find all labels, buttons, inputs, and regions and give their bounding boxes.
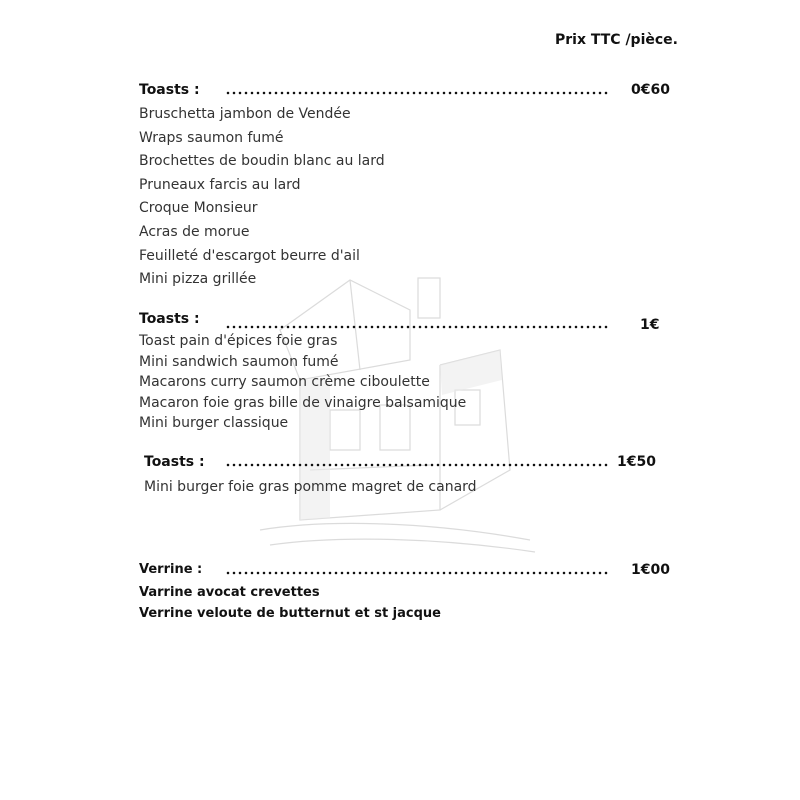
dot-leader	[225, 571, 609, 575]
list-item: Acras de morue	[139, 223, 250, 240]
menu-section-toasts-0e60	[139, 82, 699, 292]
list-item: Verrine veloute de butternut et st jacque	[139, 606, 441, 621]
list-item: Wraps saumon fumé	[139, 129, 284, 146]
section-title: Toasts :	[144, 454, 205, 470]
list-item: Brochettes de boudin blanc au lard	[139, 153, 385, 170]
list-item: Varrine avocat crevettes	[139, 585, 320, 600]
dot-leader	[225, 91, 609, 95]
section-price: 0€60	[631, 82, 670, 98]
section-header	[139, 82, 699, 102]
section-price: 1€	[640, 317, 660, 333]
section-header	[139, 311, 699, 331]
section-price: 1€00	[631, 562, 670, 578]
list-item: Bruschetta jambon de Vendée	[139, 106, 351, 122]
price-note: Prix TTC /pièce.	[555, 32, 678, 48]
item-list	[144, 476, 704, 498]
menu-section-toasts-1e50	[144, 454, 704, 498]
list-item: Mini pizza grillée	[139, 271, 257, 288]
list-item: Mini sandwich saumon fumé	[139, 353, 339, 370]
menu-section-verrine	[139, 562, 699, 624]
list-item: Mini burger foie gras pomme magret de canard	[144, 479, 477, 495]
list-item: Toast pain d'épices foie gras	[139, 333, 338, 349]
list-item: Feuilleté d'escargot beurre d'ail	[139, 247, 360, 264]
item-list	[139, 103, 699, 292]
section-header	[139, 562, 699, 582]
menu-section-toasts-1e	[139, 311, 699, 434]
section-title: Toasts :	[139, 311, 200, 327]
list-item: Croque Monsieur	[139, 200, 258, 217]
list-item: Macarons curry saumon crème ciboulette	[139, 374, 430, 390]
item-list	[139, 582, 699, 624]
dot-leader	[225, 463, 609, 467]
item-list	[139, 331, 699, 434]
list-item: Macaron foie gras bille de vinaigre balsamique	[139, 394, 467, 411]
list-item: Mini burger classique	[139, 415, 289, 431]
section-header	[144, 454, 704, 474]
dot-leader	[225, 325, 609, 329]
section-title: Toasts :	[139, 82, 200, 98]
list-item: Pruneaux farcis au lard	[139, 176, 301, 193]
section-price: 1€50	[617, 454, 656, 470]
section-title: Verrine :	[139, 562, 203, 577]
